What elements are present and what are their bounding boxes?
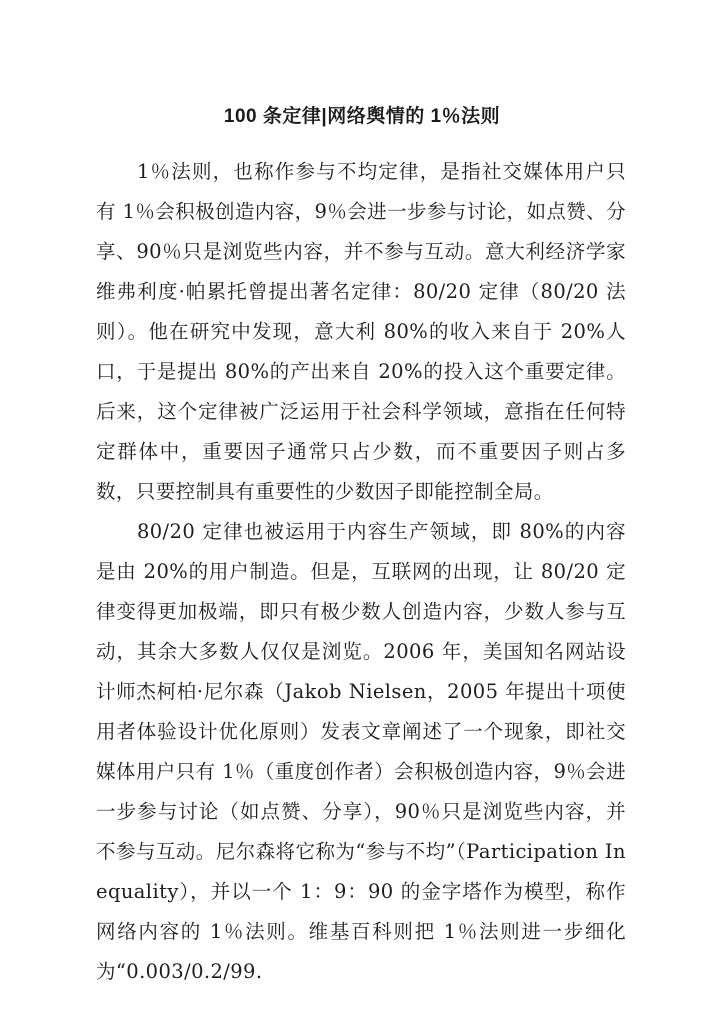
paragraph-1: 1％法则，也称作参与不均定律，是指社交媒体用户只有 1％会积极创造内容，9％会进一步参与讨论，如点赞、分享、90％只是浏览些内容，并不参与互动。意大利经济学家维弗利度·帕累托曾提出著名定律：80/20 定律（80/20 法则）。他在研究中发现，意大利 80%的收入来自于 20%人口，于是提出 80%的产出来自 20%的投入这个重要定律。后来，这个定律被广泛运用于社会科学领域，意指在任何特定群体中，重要因子通常只占少数，而不重要因子则占多数，只要控制具有重要性的少数因子即能控制全局。	[96, 160, 626, 503]
document-body	[96, 152, 626, 992]
paragraph-2: 80/20 定律也被运用于内容生产领域，即 80%的内容是由 20%的用户制造。但是，互联网的出现，让 80/20 定律变得更加极端，即只有极少数人创造内容，少数人参与互动，其余大多数人仅仅是浏览。2006 年，美国知名网站设计师杰柯柏·尼尔森（Jakob Nielsen，2005 年提出十项使用者体验设计优化原则）发表文章阐述了一个现象，即社交媒体用户只有 1％（重度创作者）会积极创造内容，9％会进一步参与讨论（如点赞、分享），90％只是浏览些内容，并不参与互动。尼尔森将它称为“参与不均”（Participation Inequality），并以一个 1：9：90 的金字塔作为模型，称作网络内容的 1％法则。维基百科则把 1％法则进一步细化为“0.003/0.2/99.	[96, 520, 626, 983]
page-title: 100 条定律|网络舆情的 1％法则	[223, 105, 501, 127]
